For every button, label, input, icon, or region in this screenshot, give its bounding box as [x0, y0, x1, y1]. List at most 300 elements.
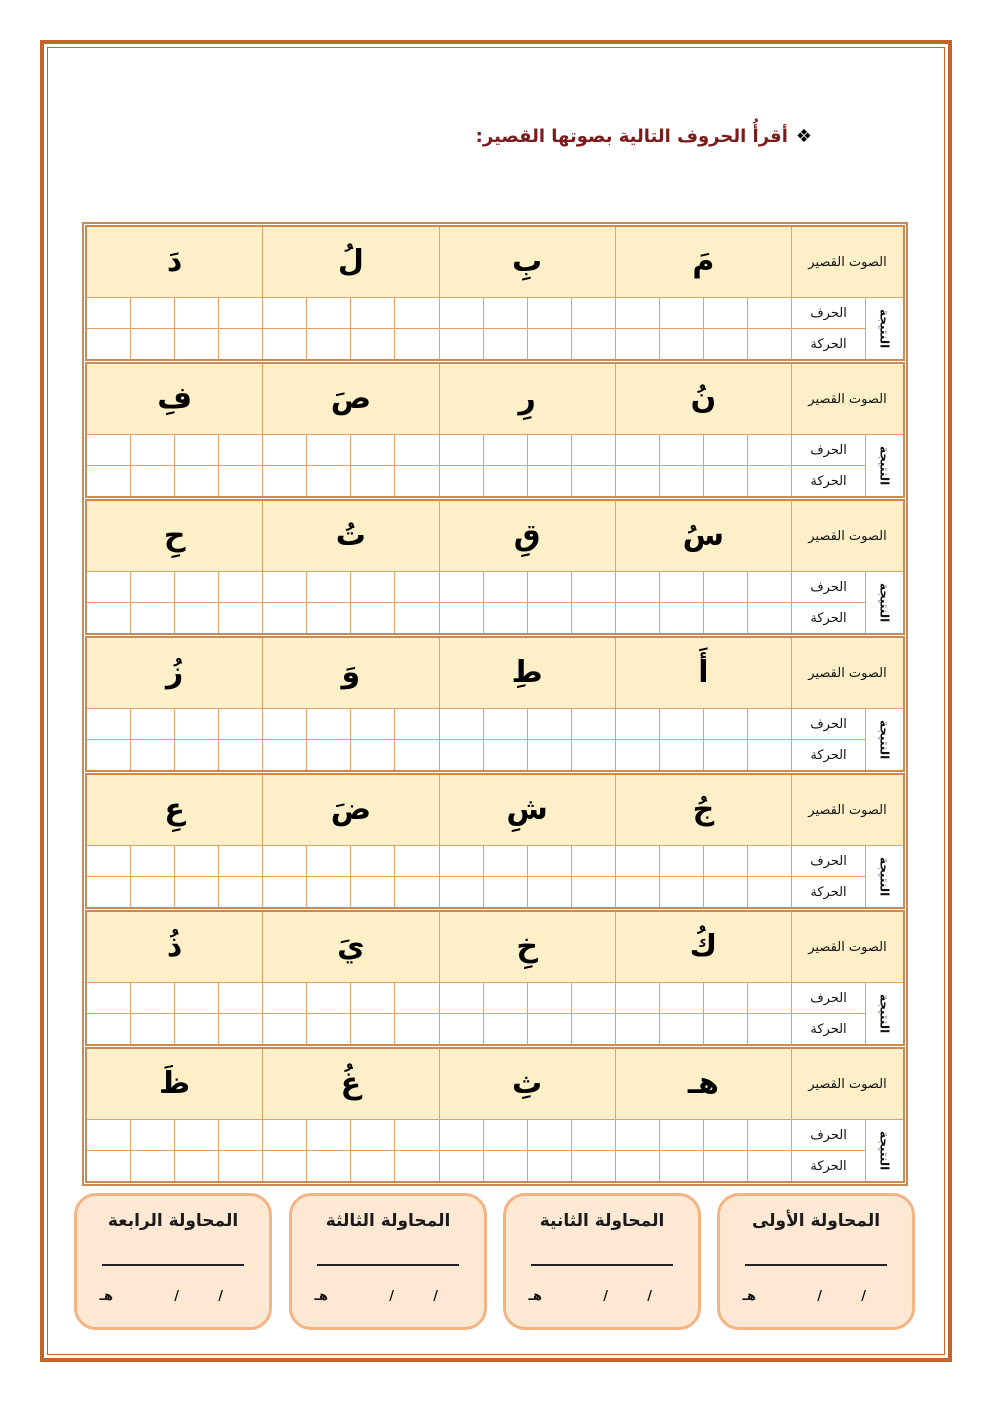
answer-cell — [528, 298, 571, 328]
answer-cell — [484, 435, 527, 465]
letter-cell: طِ — [440, 638, 615, 708]
answer-cell — [616, 1151, 659, 1181]
answer-cell — [704, 329, 747, 359]
answer-cell — [572, 572, 615, 602]
answer-cell — [528, 1151, 571, 1181]
answer-cell — [131, 435, 174, 465]
answer-cell — [175, 572, 218, 602]
letter-row-label: الحرف — [792, 572, 865, 602]
answer-cell — [572, 435, 615, 465]
answer-cell — [175, 603, 218, 633]
answer-cell — [395, 466, 438, 496]
answer-cell — [660, 298, 703, 328]
answer-cell — [131, 877, 174, 907]
short-sound-label: الصوت القصير — [792, 1049, 903, 1119]
letter-block — [85, 1047, 905, 1183]
answer-cell — [131, 298, 174, 328]
vowel-row-label: الحركة — [792, 603, 865, 633]
letter-cell: رِ — [440, 364, 615, 434]
answer-cell — [87, 740, 130, 770]
attempt-line — [102, 1264, 244, 1266]
date-separator: / — [389, 1289, 394, 1304]
answer-cell — [219, 846, 262, 876]
answer-cell — [263, 1151, 306, 1181]
answer-cell — [660, 329, 703, 359]
answer-cell — [572, 329, 615, 359]
answer-cell — [440, 466, 483, 496]
answer-cell — [351, 740, 394, 770]
answer-cell — [219, 435, 262, 465]
answer-cell — [395, 572, 438, 602]
answer-cell — [484, 709, 527, 739]
answer-cell — [307, 572, 350, 602]
answer-cell — [307, 435, 350, 465]
result-label: النتيجة — [877, 308, 892, 349]
hijri-suffix: هـ — [528, 1289, 542, 1304]
answer-cell — [219, 709, 262, 739]
answer-cell — [131, 846, 174, 876]
short-sound-label: الصوت القصير — [792, 364, 903, 434]
letter-cell: لُ — [263, 227, 438, 297]
answer-cell — [704, 1151, 747, 1181]
answer-cell — [616, 298, 659, 328]
letter-cell: بِ — [440, 227, 615, 297]
date-separator: / — [817, 1289, 822, 1304]
answer-cell — [616, 709, 659, 739]
answer-cell — [440, 1120, 483, 1150]
answer-cell — [528, 709, 571, 739]
answer-cell — [87, 298, 130, 328]
answer-cell — [528, 846, 571, 876]
answer-cell — [616, 846, 659, 876]
attempt-box-third — [289, 1193, 487, 1330]
letter-cell: قِ — [440, 501, 615, 571]
result-cell — [866, 435, 903, 496]
answer-cell — [572, 603, 615, 633]
attempt-line — [745, 1264, 887, 1266]
answer-cell — [616, 435, 659, 465]
answer-cell — [660, 1014, 703, 1044]
answer-cell — [704, 846, 747, 876]
answer-cell — [748, 603, 791, 633]
letter-row-label: الحرف — [792, 435, 865, 465]
answer-cell — [572, 983, 615, 1013]
answer-cell — [87, 466, 130, 496]
answer-cell — [440, 983, 483, 1013]
answer-cell — [263, 298, 306, 328]
result-cell — [866, 709, 903, 770]
answer-cell — [351, 877, 394, 907]
answer-cell — [219, 603, 262, 633]
answer-cell — [395, 1120, 438, 1150]
answer-cell — [528, 572, 571, 602]
answer-cell — [572, 466, 615, 496]
answer-cell — [484, 603, 527, 633]
answer-cell — [660, 740, 703, 770]
answer-cell — [395, 603, 438, 633]
attempt-title: المحاولة الأولى — [751, 1211, 881, 1231]
answer-cell — [175, 983, 218, 1013]
answer-cell — [351, 709, 394, 739]
answer-cell — [131, 603, 174, 633]
answer-cell — [351, 329, 394, 359]
hijri-suffix: هـ — [742, 1289, 756, 1304]
answer-cell — [263, 466, 306, 496]
letter-row-label: الحرف — [792, 983, 865, 1013]
answer-cell — [660, 1151, 703, 1181]
answer-cell — [528, 740, 571, 770]
result-cell — [866, 846, 903, 907]
answer-cell — [704, 466, 747, 496]
answer-cell — [748, 877, 791, 907]
result-label: النتيجة — [877, 993, 892, 1034]
answer-cell — [351, 983, 394, 1013]
answer-cell — [484, 1151, 527, 1181]
answer-cell — [175, 1151, 218, 1181]
answer-cell — [616, 1014, 659, 1044]
answer-cell — [660, 846, 703, 876]
short-sound-label: الصوت القصير — [792, 638, 903, 708]
answer-cell — [351, 572, 394, 602]
answer-cell — [219, 466, 262, 496]
answer-cell — [616, 572, 659, 602]
answer-cell — [528, 877, 571, 907]
date-separator: / — [603, 1289, 608, 1304]
answer-cell — [748, 466, 791, 496]
answer-cell — [440, 298, 483, 328]
answer-cell — [748, 298, 791, 328]
answer-cell — [395, 983, 438, 1013]
result-label: النتيجة — [877, 445, 892, 486]
attempt-line — [317, 1264, 459, 1266]
attempt-box-first — [717, 1193, 915, 1330]
answer-cell — [484, 329, 527, 359]
answer-cell — [440, 329, 483, 359]
answer-cell — [307, 877, 350, 907]
answer-cell — [131, 572, 174, 602]
answer-cell — [307, 1151, 350, 1181]
answer-cell — [528, 603, 571, 633]
answer-cell — [484, 572, 527, 602]
answer-cell — [263, 1014, 306, 1044]
answer-cell — [307, 1120, 350, 1150]
result-label: النتيجة — [877, 1130, 892, 1171]
vowel-row-label: الحركة — [792, 877, 865, 907]
answer-cell — [395, 435, 438, 465]
answer-cell — [87, 846, 130, 876]
date-separator: / — [861, 1289, 866, 1304]
result-cell — [866, 983, 903, 1044]
diamond-bullet-icon: ❖ — [795, 126, 812, 147]
letter-cell: نُ — [616, 364, 791, 434]
date-separator: / — [647, 1289, 652, 1304]
answer-cell — [307, 1014, 350, 1044]
answer-cell — [528, 1120, 571, 1150]
date-separator: / — [218, 1289, 223, 1304]
attempt-title: المحاولة الرابعة — [107, 1211, 239, 1231]
answer-cell — [440, 572, 483, 602]
answer-cell — [263, 877, 306, 907]
answer-cell — [351, 435, 394, 465]
answer-cell — [440, 709, 483, 739]
letter-cell: زُ — [87, 638, 262, 708]
vowel-row-label: الحركة — [792, 1151, 865, 1181]
answer-cell — [616, 1120, 659, 1150]
letter-block — [85, 499, 905, 635]
letter-row-label: الحرف — [792, 298, 865, 328]
answer-cell — [440, 1014, 483, 1044]
letter-cell: حِ — [87, 501, 262, 571]
answer-cell — [572, 740, 615, 770]
answer-cell — [748, 1014, 791, 1044]
answer-cell — [395, 740, 438, 770]
answer-cell — [484, 740, 527, 770]
answer-cell — [484, 1120, 527, 1150]
answer-cell — [660, 709, 703, 739]
answer-cell — [175, 709, 218, 739]
answer-cell — [572, 877, 615, 907]
answer-cell — [131, 709, 174, 739]
letter-cell: عِ — [87, 775, 262, 845]
attempt-title: المحاولة الثانية — [539, 1211, 665, 1231]
answer-cell — [748, 435, 791, 465]
answer-cell — [175, 877, 218, 907]
answer-cell — [704, 877, 747, 907]
answer-cell — [704, 1014, 747, 1044]
result-label: النتيجة — [877, 856, 892, 897]
answer-cell — [748, 740, 791, 770]
letter-block — [85, 773, 905, 909]
answer-cell — [131, 466, 174, 496]
attempt-box-fourth — [74, 1193, 272, 1330]
answer-cell — [87, 603, 130, 633]
answer-cell — [660, 435, 703, 465]
answer-cell — [748, 1151, 791, 1181]
answer-cell — [307, 846, 350, 876]
answer-cell — [351, 466, 394, 496]
answer-cell — [528, 983, 571, 1013]
answer-cell — [263, 572, 306, 602]
answer-cell — [175, 1120, 218, 1150]
answer-cell — [307, 329, 350, 359]
answer-cell — [87, 1120, 130, 1150]
letter-block — [85, 225, 905, 361]
letter-cell: ضَ — [263, 775, 438, 845]
answer-cell — [440, 877, 483, 907]
answer-cell — [87, 877, 130, 907]
answer-cell — [616, 740, 659, 770]
date-separator: / — [174, 1289, 179, 1304]
answer-cell — [219, 329, 262, 359]
attempt-line — [531, 1264, 673, 1266]
answer-cell — [748, 983, 791, 1013]
short-sound-label: الصوت القصير — [792, 912, 903, 982]
vowel-row-label: الحركة — [792, 740, 865, 770]
answer-cell — [528, 1014, 571, 1044]
answer-cell — [131, 983, 174, 1013]
answer-cell — [263, 740, 306, 770]
answer-cell — [395, 1014, 438, 1044]
vowel-row-label: الحركة — [792, 1014, 865, 1044]
answer-cell — [219, 1151, 262, 1181]
answer-cell — [87, 983, 130, 1013]
answer-cell — [175, 298, 218, 328]
answer-cell — [395, 877, 438, 907]
answer-cell — [351, 846, 394, 876]
answer-cell — [219, 1120, 262, 1150]
answer-cell — [351, 1120, 394, 1150]
letter-cell: مَ — [616, 227, 791, 297]
answer-cell — [87, 572, 130, 602]
answer-cell — [572, 1151, 615, 1181]
answer-cell — [307, 466, 350, 496]
answer-cell — [704, 709, 747, 739]
answer-cell — [528, 435, 571, 465]
answer-cell — [440, 846, 483, 876]
letter-cell: أَ — [616, 638, 791, 708]
answer-cell — [748, 1120, 791, 1150]
answer-cell — [440, 740, 483, 770]
short-sound-label: الصوت القصير — [792, 227, 903, 297]
answer-cell — [704, 1120, 747, 1150]
answer-cell — [351, 298, 394, 328]
answer-cell — [87, 435, 130, 465]
answer-cell — [395, 846, 438, 876]
answer-cell — [748, 572, 791, 602]
answer-cell — [307, 298, 350, 328]
date-separator: / — [433, 1289, 438, 1304]
vowel-row-label: الحركة — [792, 329, 865, 359]
answer-cell — [704, 740, 747, 770]
answer-cell — [219, 572, 262, 602]
answer-cell — [263, 603, 306, 633]
instruction-text: أقرأُ الحروف التالية بصوتها القصير: — [475, 126, 788, 147]
letter-cell: ثِ — [440, 1049, 615, 1119]
result-cell — [866, 298, 903, 359]
letter-block — [85, 636, 905, 772]
hijri-suffix: هـ — [99, 1289, 113, 1304]
answer-cell — [660, 603, 703, 633]
answer-cell — [704, 298, 747, 328]
answer-cell — [307, 603, 350, 633]
letter-cell: فِ — [87, 364, 262, 434]
answer-cell — [572, 298, 615, 328]
result-cell — [866, 1120, 903, 1181]
answer-cell — [616, 466, 659, 496]
answer-cell — [616, 877, 659, 907]
answer-cell — [704, 572, 747, 602]
answer-cell — [263, 709, 306, 739]
answer-cell — [704, 603, 747, 633]
letter-row-label: الحرف — [792, 709, 865, 739]
letter-cell: جُ — [616, 775, 791, 845]
answer-cell — [307, 740, 350, 770]
letter-cell: تُ — [263, 501, 438, 571]
answer-cell — [175, 466, 218, 496]
answer-cell — [440, 1151, 483, 1181]
answer-cell — [484, 466, 527, 496]
result-cell — [866, 572, 903, 633]
answer-cell — [748, 329, 791, 359]
answer-cell — [484, 298, 527, 328]
letter-row-label: الحرف — [792, 846, 865, 876]
answer-cell — [660, 983, 703, 1013]
answer-cell — [263, 983, 306, 1013]
letter-cell: وَ — [263, 638, 438, 708]
letter-cell: سُ — [616, 501, 791, 571]
answer-cell — [219, 740, 262, 770]
letter-block — [85, 362, 905, 498]
answer-cell — [307, 709, 350, 739]
vowel-row-label: الحركة — [792, 466, 865, 496]
answer-cell — [660, 877, 703, 907]
answer-cell — [351, 1151, 394, 1181]
short-sound-label: الصوت القصير — [792, 775, 903, 845]
letter-row-label: الحرف — [792, 1120, 865, 1150]
answer-cell — [219, 877, 262, 907]
answer-cell — [263, 435, 306, 465]
letter-cell: شِ — [440, 775, 615, 845]
letter-cell: ظَ — [87, 1049, 262, 1119]
short-sound-label: الصوت القصير — [792, 501, 903, 571]
hijri-suffix: هـ — [314, 1289, 328, 1304]
answer-cell — [131, 1014, 174, 1044]
answer-cell — [572, 1120, 615, 1150]
letters-table — [82, 222, 908, 1186]
answer-cell — [131, 329, 174, 359]
answer-cell — [704, 435, 747, 465]
answer-cell — [660, 572, 703, 602]
answer-cell — [484, 983, 527, 1013]
answer-cell — [395, 329, 438, 359]
answer-cell — [175, 329, 218, 359]
answer-cell — [131, 1120, 174, 1150]
answer-cell — [484, 846, 527, 876]
answer-cell — [572, 846, 615, 876]
answer-cell — [175, 740, 218, 770]
answer-cell — [219, 983, 262, 1013]
answer-cell — [219, 1014, 262, 1044]
answer-cell — [175, 1014, 218, 1044]
answer-cell — [395, 1151, 438, 1181]
answer-cell — [616, 329, 659, 359]
attempt-title: المحاولة الثالثة — [325, 1211, 451, 1231]
answer-cell — [351, 1014, 394, 1044]
answer-cell — [440, 603, 483, 633]
letter-cell: دَ — [87, 227, 262, 297]
answer-cell — [748, 709, 791, 739]
result-label: النتيجة — [877, 719, 892, 760]
answer-cell — [175, 846, 218, 876]
answer-cell — [572, 1014, 615, 1044]
answer-cell — [660, 466, 703, 496]
answer-cell — [263, 329, 306, 359]
answer-cell — [219, 298, 262, 328]
letter-cell: غُ — [263, 1049, 438, 1119]
answer-cell — [395, 709, 438, 739]
answer-cell — [87, 709, 130, 739]
answer-cell — [307, 983, 350, 1013]
answer-cell — [704, 983, 747, 1013]
result-label: النتيجة — [877, 582, 892, 623]
letter-block — [85, 910, 905, 1046]
letter-cell: يَ — [263, 912, 438, 982]
attempt-box-second — [503, 1193, 701, 1330]
letter-cell: كُ — [616, 912, 791, 982]
answer-cell — [572, 709, 615, 739]
answer-cell — [440, 435, 483, 465]
answer-cell — [87, 1151, 130, 1181]
